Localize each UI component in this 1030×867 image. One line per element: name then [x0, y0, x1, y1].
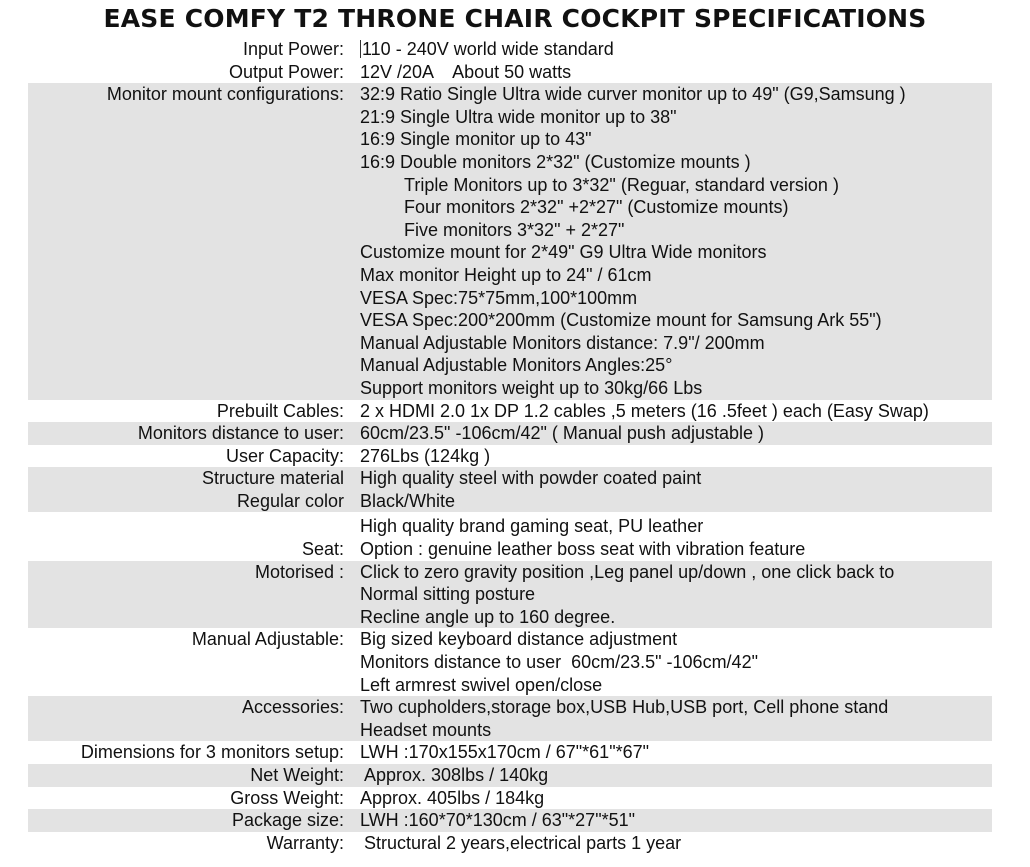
page-title: EASE COMFY T2 THRONE CHAIR COCKPIT SPECIFICATIONS: [103, 4, 927, 33]
spec-label: Input Power:: [242, 39, 344, 59]
spec-label: Gross Weight:: [230, 787, 344, 808]
spec-row-manual-adjustable: [28, 628, 992, 696]
spec-value: Left armrest swivel open/close: [360, 674, 603, 695]
spec-value: 276Lbs (124kg ): [360, 445, 491, 466]
spec-value: LWH :170x155x170cm / 67"*61"*67": [360, 742, 650, 763]
spec-row-warranty: [28, 832, 992, 855]
spec-value: Normal sitting posture: [360, 584, 536, 605]
spec-value: Black/White: [360, 490, 456, 511]
spec-label: Regular color: [236, 490, 344, 511]
spec-value: 21:9 Single Ultra wide monitor up to 38": [360, 106, 677, 127]
spec-label: Seat:: [301, 539, 344, 560]
spec-row-output-power: [28, 61, 992, 84]
spec-value: 16:9 Double monitors 2*32" (Customize mounts ): [360, 151, 751, 172]
spec-value: LWH :160*70*130cm / 63"*27"*51": [360, 810, 636, 831]
spec-label: Prebuilt Cables:: [216, 400, 344, 421]
spec-value: 32:9 Ratio Single Ultra wide curver monitor up to 49" (G9,Samsung ): [360, 84, 906, 105]
spec-value: 12V /20A About 50 watts: [360, 61, 572, 82]
spec-value: High quality steel with powder coated paint: [360, 468, 702, 489]
spec-row-input-power: [28, 38, 992, 61]
spec-value: Triple Monitors up to 3*32" (Reguar, standard version ): [404, 174, 839, 195]
spec-value: 16:9 Single monitor up to 43": [360, 129, 592, 150]
spec-row-accessories: [28, 696, 992, 741]
spec-label: Net Weight:: [250, 765, 344, 785]
spec-label: Manual Adjustable:: [191, 629, 344, 650]
spec-value: Recline angle up to 160 degree.: [360, 606, 616, 627]
spec-row-structure: [28, 467, 992, 512]
spec-row-seat: [28, 512, 992, 560]
spec-value: 2 x HDMI 2.0 1x DP 1.2 cables ,5 meters (16 .5feet ) each (Easy Swap): [360, 400, 929, 421]
spec-row-gross-weight: [28, 787, 992, 810]
spec-value: 60cm/23.5" -106cm/42" ( Manual push adjustable ): [360, 423, 764, 444]
spec-value: Support monitors weight up to 30kg/66 Lbs: [360, 377, 703, 398]
spec-label: Package size:: [231, 810, 344, 831]
spec-value: Monitors distance to user 60cm/23.5" -106cm/42": [360, 652, 758, 673]
spec-row-user-capacity: [28, 445, 992, 468]
spec-row-dimensions: [28, 741, 992, 764]
spec-value: Two cupholders,storage box,USB Hub,USB port, Cell phone stand: [360, 697, 889, 718]
spec-value: Option : genuine leather boss seat with vibration feature: [360, 539, 806, 560]
spec-label: Motorised :: [254, 561, 344, 582]
spec-value: Big sized keyboard distance adjustment: [360, 629, 678, 650]
spec-row-prebuilt-cables: [28, 400, 992, 423]
spec-value: 110 - 240V world wide standard: [362, 39, 614, 59]
spec-value: VESA Spec:200*200mm (Customize mount for Samsung Ark 55"): [360, 310, 882, 331]
spec-row-monitor-mount: [28, 83, 992, 399]
spec-label: Output Power:: [228, 61, 344, 82]
spec-value: Manual Adjustable Monitors distance: 7.9"/ 200mm: [360, 332, 765, 353]
spec-value: Manual Adjustable Monitors Angles:25°: [360, 355, 673, 376]
spec-value: Approx. 405lbs / 184kg: [360, 787, 545, 808]
spec-value: VESA Spec:75*75mm,100*100mm: [360, 287, 638, 308]
spec-value: Five monitors 3*32" + 2*27": [404, 219, 625, 240]
spec-label: Monitors distance to user:: [137, 423, 344, 444]
spec-label: Accessories:: [241, 697, 344, 718]
spec-value: Max monitor Height up to 24" / 61cm: [360, 264, 652, 285]
spec-value: Customize mount for 2*49" G9 Ultra Wide monitors: [360, 242, 767, 263]
spec-value: Structural 2 years,electrical parts 1 year: [364, 832, 682, 853]
spec-row-motorised: [28, 561, 992, 629]
spec-value: Click to zero gravity position ,Leg panel up/down , one click back to: [360, 561, 895, 582]
spec-row-net-weight: [28, 764, 992, 787]
spec-label: Structure material: [201, 468, 344, 489]
spec-row-package-size: [28, 809, 992, 832]
spec-value: Headset mounts: [360, 719, 492, 740]
spec-label: Monitor mount configurations:: [106, 84, 344, 105]
text-cursor-icon: [360, 40, 361, 58]
spec-row-monitors-distance: [28, 422, 992, 445]
spec-label: Dimensions for 3 monitors setup:: [80, 742, 344, 763]
spec-label: User Capacity:: [225, 445, 344, 466]
spec-value: Four monitors 2*32" +2*27" (Customize mounts): [404, 197, 789, 218]
spec-table: [0, 38, 1030, 854]
spec-value: High quality brand gaming seat, PU leather: [360, 516, 704, 537]
spec-value: Approx. 308lbs / 140kg: [364, 765, 549, 785]
spec-label: Warranty:: [266, 832, 344, 853]
